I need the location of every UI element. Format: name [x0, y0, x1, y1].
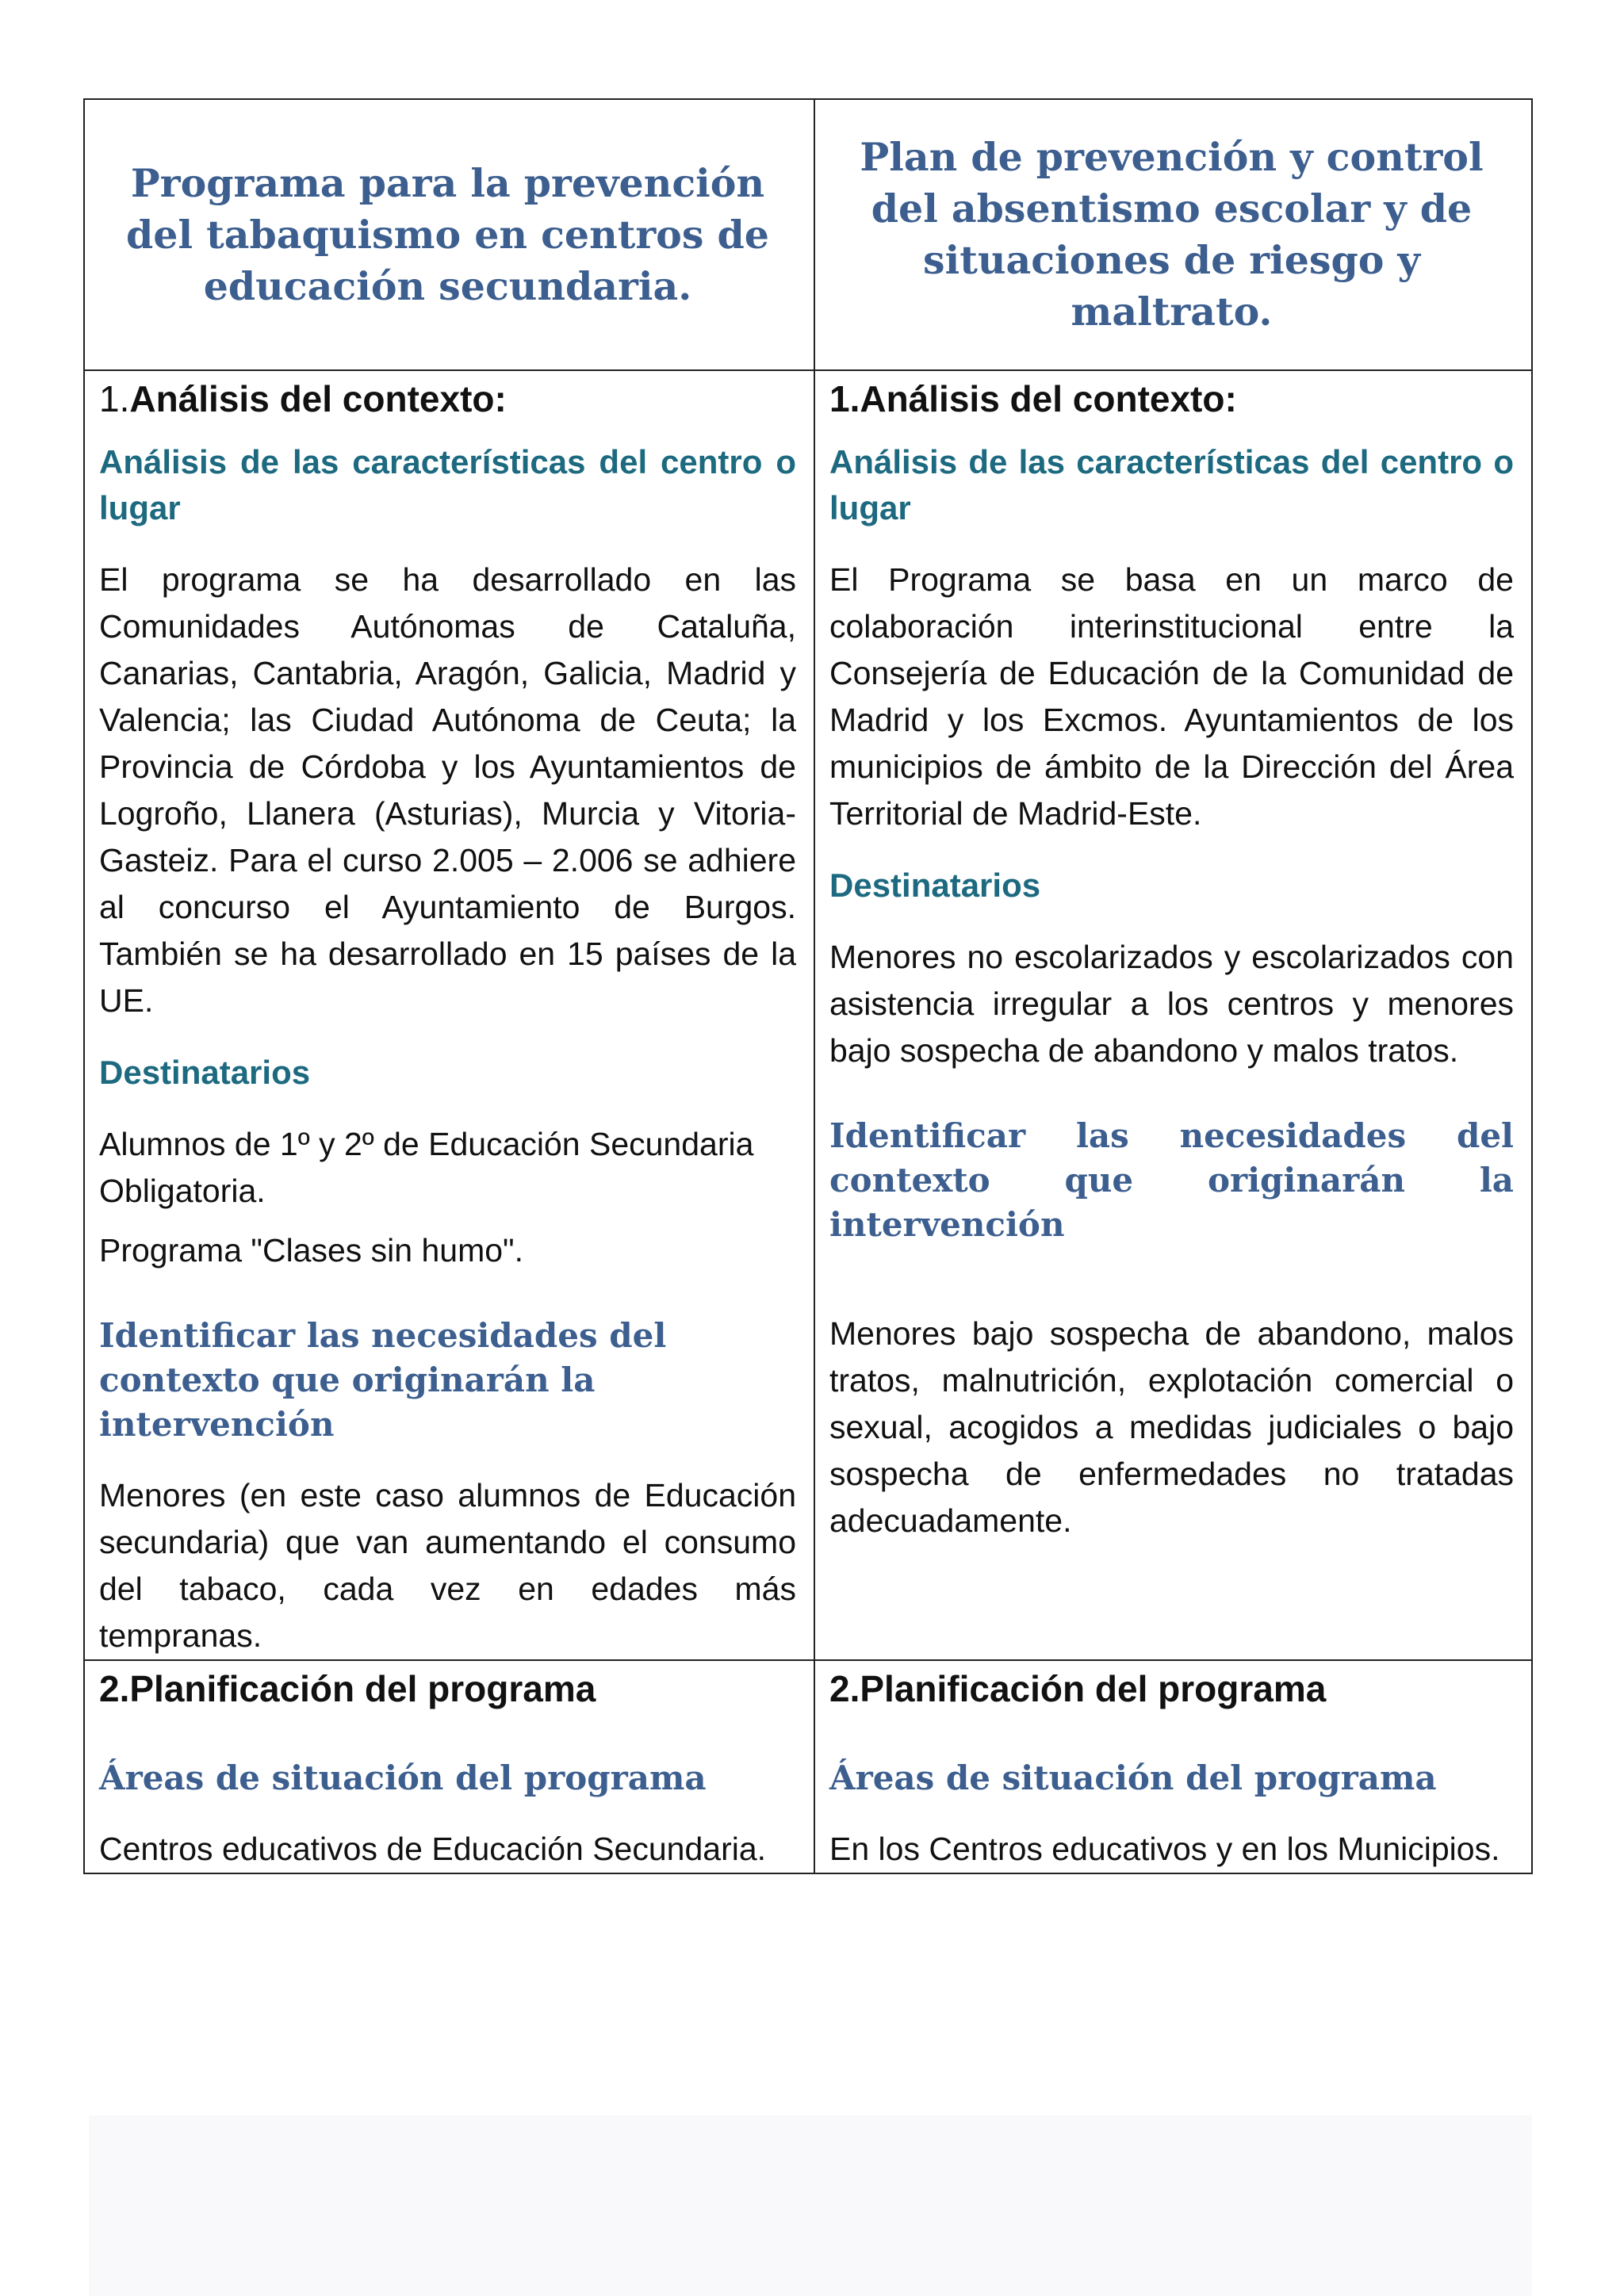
characteristics-heading: Análisis de las características del centro o lugar	[829, 443, 1514, 526]
header-cell-left	[84, 99, 814, 370]
characteristics-text: El programa se ha desarrollado en las Comunidades Autónomas de Cataluña, Canarias, Cantabria, Aragón, Galicia, Madrid y Valencia; las Ciudad Autónoma de Ceuta; la Provincia de Córdoba y los Ayuntamientos de Logroño, Llanera (Asturias), Murcia y Vitoria-Gasteiz. Para el curso 2.005 – 2.006 se adhiere al concurso el Ayuntamiento de Burgos. También se ha desarrollado en 15 países de la UE.	[99, 561, 796, 1019]
characteristics-text: El Programa se basa en un marco de colaboración interinstitucional entre la Consejería de Educación de la Comunidad de Madrid y los Excmos. Ayuntamientos de los municipios de ámbito de la Dirección del Área Territorial de Madrid-Este.	[829, 561, 1514, 832]
areas-heading: Áreas de situación del programa	[829, 1758, 1437, 1797]
areas-heading: Áreas de situación del programa	[99, 1758, 707, 1797]
planning-cell-right	[814, 1660, 1532, 1873]
needs-text: Menores bajo sospecha de abandono, malos tratos, malnutrición, explotación comercial o sexual, acogidos a medidas judiciales o bajo sospecha de enfermedades no tratadas adecuadamente.	[829, 1315, 1514, 1539]
needs-text: Menores (en este caso alumnos de Educación secundaria) que van aumentando el consumo del tabaco, cada vez en edades más tempranas.	[99, 1477, 796, 1654]
section-title: 2.Planificación del programa	[829, 1668, 1327, 1709]
section-title: 1.Análisis del contexto:	[829, 378, 1237, 419]
planning-cell-left	[84, 1660, 814, 1873]
program-planning-row	[84, 1660, 1532, 1873]
column-title-left: Programa para la prevención del tabaquismo en centros de educación secundaria.	[126, 159, 769, 309]
areas-text: En los Centros educativos y en los Municipios.	[829, 1831, 1500, 1867]
comparison-table	[83, 98, 1533, 1874]
section-number: 1.	[99, 378, 130, 419]
recipients-text: Menores no escolarizados y escolarizados con asistencia irregular a los centros y menores bajo sospecha de abandono y malos tratos.	[829, 939, 1514, 1069]
areas-text: Centros educativos de Educación Secundaria.	[99, 1831, 767, 1867]
needs-heading: Identificar las necesidades del contexto que originarán la intervención	[99, 1316, 667, 1444]
section-title-text: Análisis del contexto:	[129, 378, 507, 419]
header-cell-right	[814, 99, 1532, 370]
recipients-heading: Destinatarios	[99, 1054, 311, 1091]
context-cell-right	[814, 370, 1532, 1660]
context-analysis-row	[84, 370, 1532, 1660]
needs-heading: Identificar las necesidades del contexto que originarán la intervención	[829, 1116, 1514, 1244]
page-bottom-tint	[89, 2115, 1532, 2296]
context-cell-left	[84, 370, 814, 1660]
recipients-text: Alumnos de 1º y 2º de Educación Secundaria Obligatoria.	[99, 1126, 754, 1209]
recipients-heading: Destinatarios	[829, 867, 1041, 904]
recipients-extra: Programa "Clases sin humo".	[99, 1232, 523, 1269]
section-title: 2.Planificación del programa	[99, 1668, 596, 1709]
header-row	[84, 99, 1532, 370]
section-title	[99, 371, 796, 427]
characteristics-heading: Análisis de las características del centro o lugar	[99, 443, 796, 526]
column-title-right: Plan de prevención y control del absentismo escolar y de situaciones de riesgo y maltrato.	[860, 134, 1484, 335]
